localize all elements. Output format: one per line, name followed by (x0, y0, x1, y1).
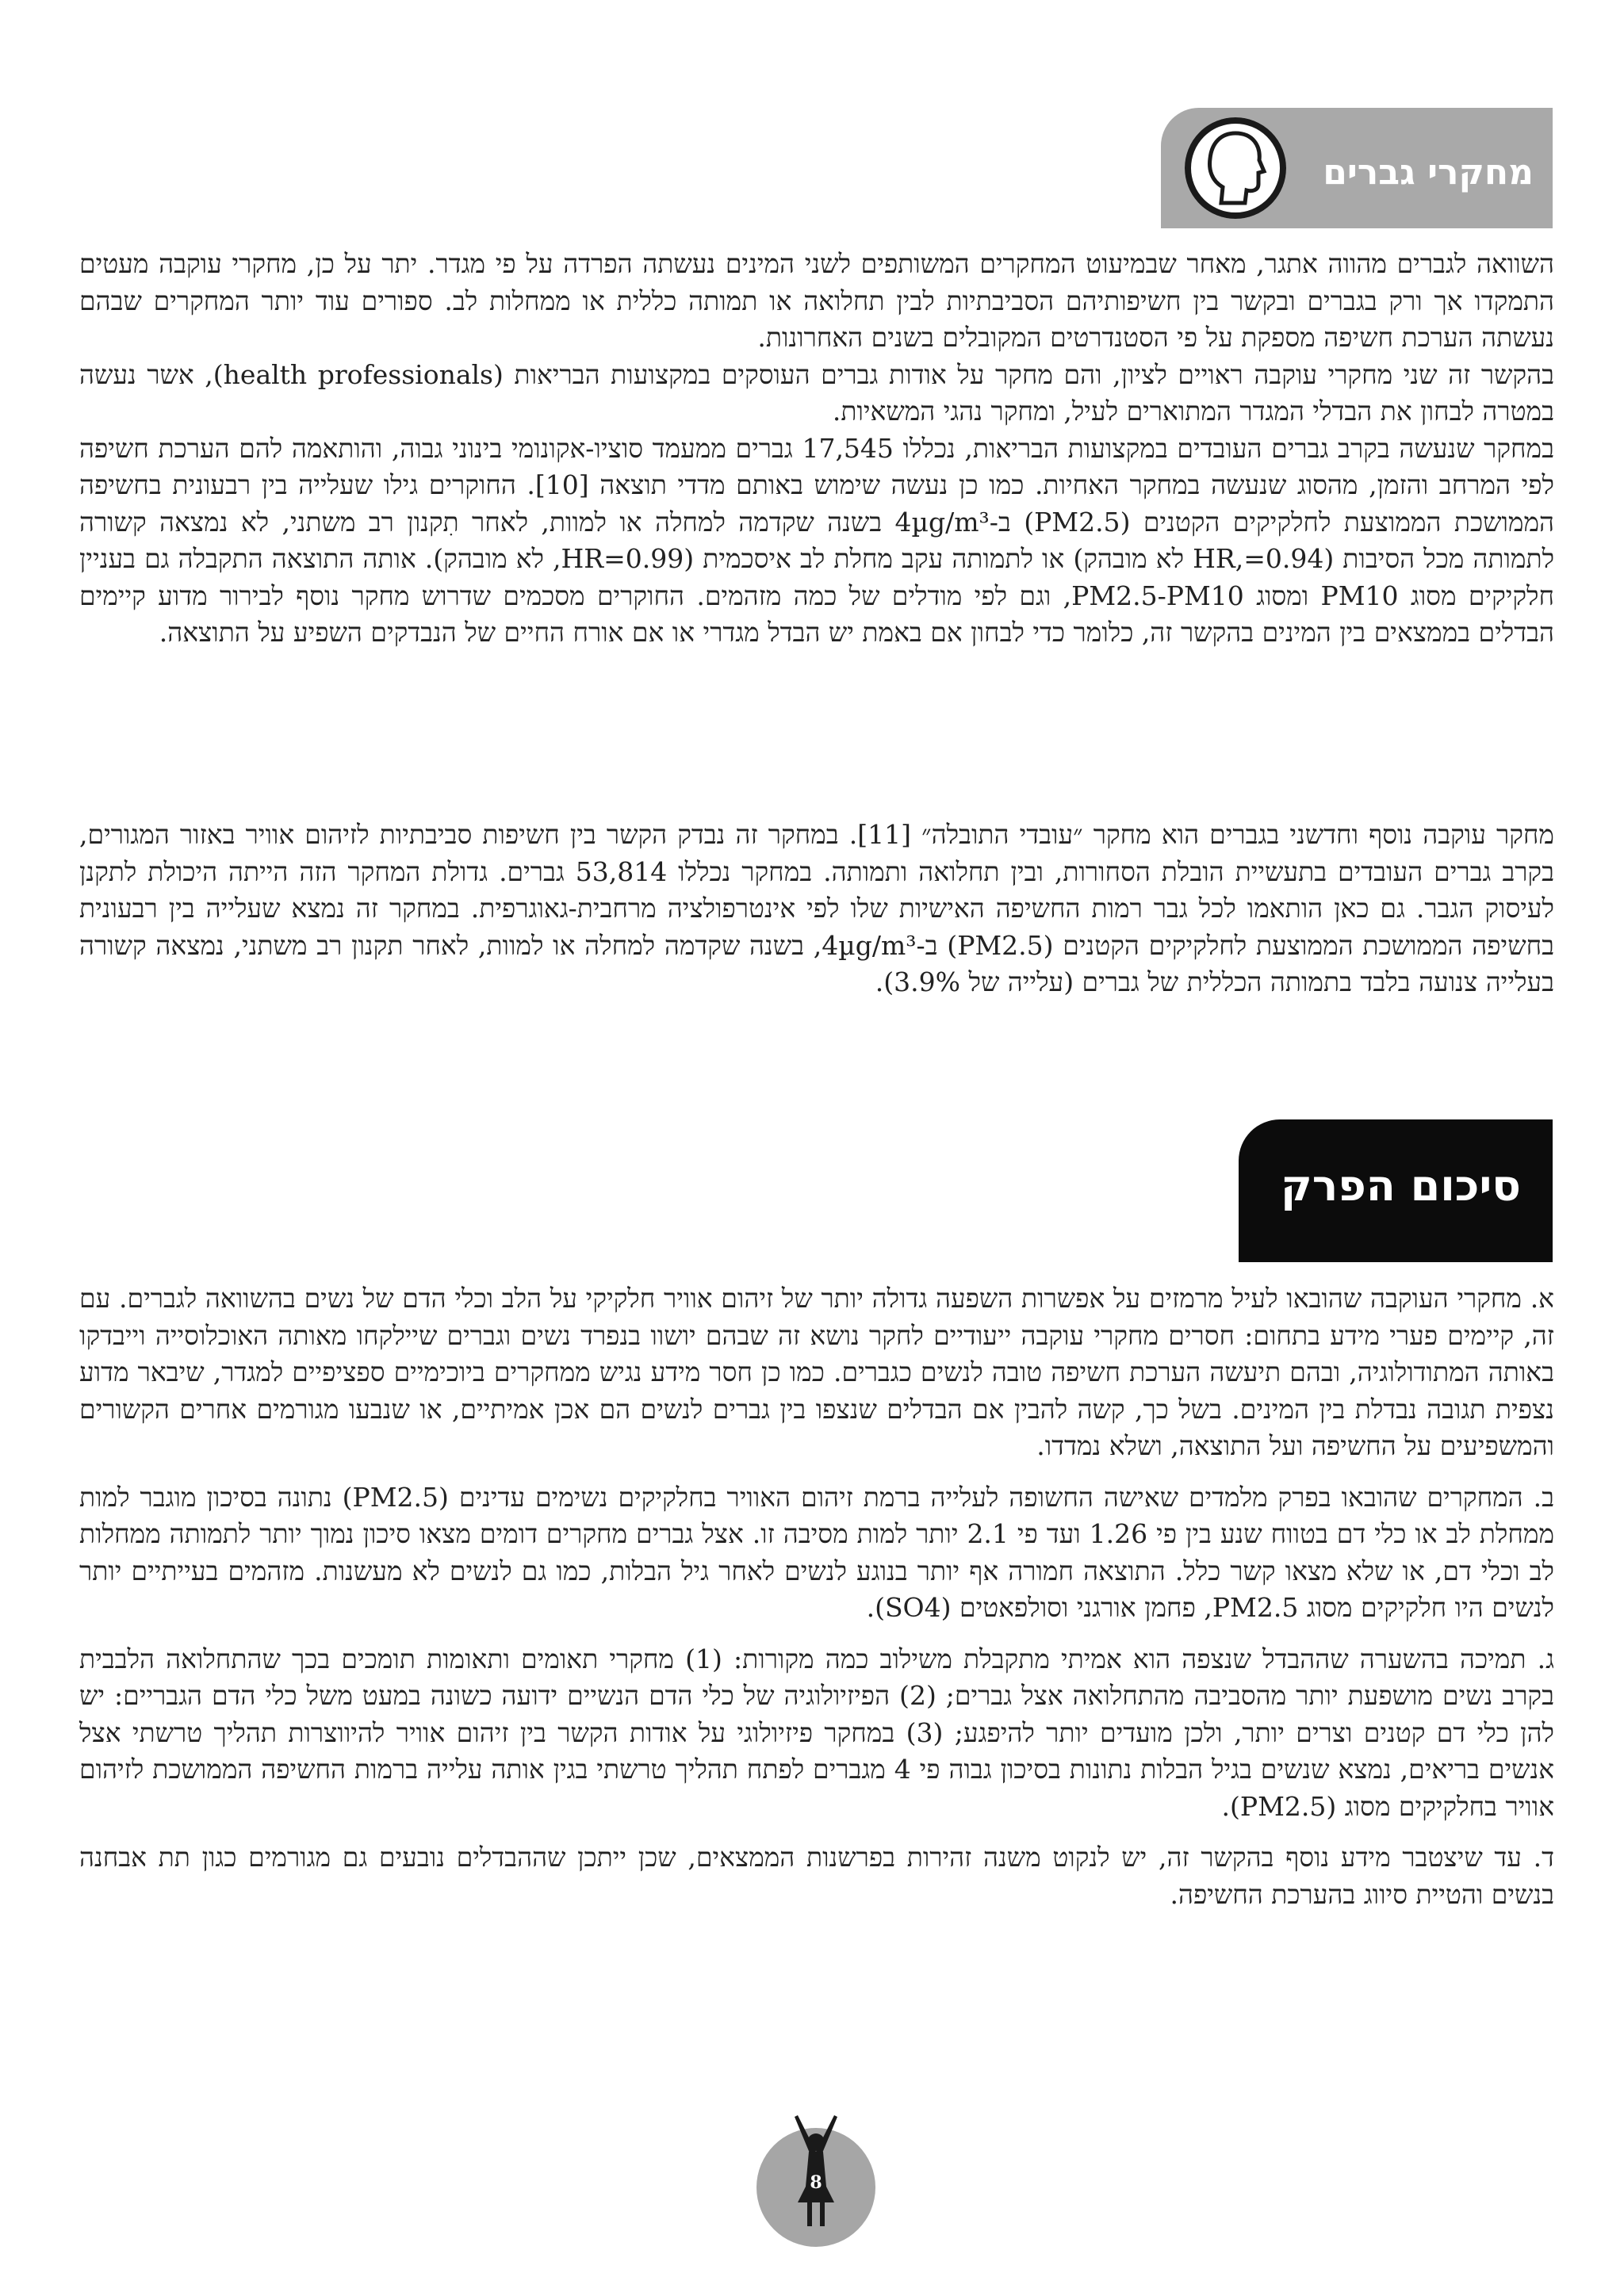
summary-item-a: א. מחקרי העוקבה שהובאו לעיל מרמזים על אפשרות השפעה גדולה יותר של זיהום אוויר חלקיקי על הלב וכלי הדם של נשים בהשוואה לגברים. עם זה, קיימים פערי מידע בתחום: חסרים מחקרי עוקבה ייעודיים לחקר נושא זה שבהם יושוו בנפרד נשים וגברים שיילקחו מאותה האוכלוסייה וייבדקו באותה המתודולוגיה, ובהם תיעשה הערכת חשיפה טובה לנשים כגברים. כמו כן חסר מידע נגיש ממחקרים ביוכימיים ספציפיים למגדר, שיבאר מדוע נצפית תגובה נבדלת בין המינים. בשל כך, קשה להבין אם הבדלים שנצפו בין גברים לנשים הם אכן אמיתיים, או שנבעו מגורמים אחרים הקשורים והמשפיעים על החשיפה ועל התוצאה, ושלא נמדדו. (79, 1283, 1554, 1461)
paragraph-trucking-study: מחקר עוקבה נוסף וחדשני בגברים הוא מחקר ״עובדי התובלה״ [11]. במחקר זה נבדק הקשר בין חשיפות סביבתיות לזיהום אוויר באזור המגורים, בקרב גברים העובדים בתעשיית הובלת הסחורות, ובין תחלואה ותמותה. במחקר נכללו 53,814 גברים. גדולת המחקר הזה הייתה היכולת לתקנן לעיסוק הגבר. גם כאן הותאמו לכל גבר רמות החשיפה האישיות שלו לפי אינטרפולציה מרחבית-גאוגרפית. במחקר זה נמצא שעלייה בין רבעונית בחשיפה הממושכת הממוצעת לחלקיקים הקטנים (PM2.5) ב-4µg/m³, בשנה שקדמה למחלה או למוות, לאחר תקנון רב משתני, נמצאה קשורה בעלייה צנועה בלבד בתמותה הכללית של גברים (עלייה של 3.9%). (79, 819, 1554, 997)
intro-section (79, 246, 1554, 652)
chapter-summary-heading-box (1239, 1119, 1553, 1262)
chapter-summary-title: סיכום הפרק (1280, 1161, 1521, 1211)
paragraph-two-cohorts: בהקשר זה שני מחקרי עוקבה ראויים לציון, והם מחקר על אודות גברים העוסקים במקצועות הבריאות (health professionals), אשר נעשה במטרה לבחון את הבדלי המגדר המתוארים לעיל, ומחקר נהגי המשאיות. (79, 358, 1554, 427)
summary-item-b: ב. המחקרים שהובאו בפרק מלמדים שאישה החשופה לעלייה ברמת זיהום האוויר בחלקיקים נשימים עדינים (PM2.5) נתונה בסיכון מוגבר למות ממחלת לב או כלי דם בטווח שנע בין פי 1.26 ועד פי 2.1 יותר למות מסיבה זו. אצל גברים מחקרים דומים מצאו סיכון נמוך יותר לתמותה ממחלות לב וכלי דם, או שלא מצאו קשר כלל. התוצאה חמורה אף יותר בנוגע לנשים לאחר גיל הבלות, כמו גם לנשים לא מעשנות. מזהמים בעייתיים יותר לנשים היו חלקיקים מסוג PM2.5, פחמן אורגני וסולפאטים (SO4). (79, 1481, 1554, 1623)
chapter-summary-section (79, 1280, 1554, 1927)
summary-item-c: ג. תמיכה בהשערה שההבדל שנצפה הוא אמיתי מתקבלת משילוב כמה מקורות: (1) מחקרי תאומים ותאומות תומכים בכך שהתחלואה הלבבית בקרב נשים מושפעת יותר מהסביבה מהתחלואה אצל גברים; (2) הפיזיולוגיה של כלי הדם הנשיים ידועה כשונה במעט משל כלי הדם הגבריים: יש להן כלי דם קטנים וצרים יותר, ולכן מועדים יותר להיפגע; (3) במחקר פיזיולוגי על אודות הקשר בין זיהום אוויר להיווצרות תהליך טרשתי אצל אנשים בריאים, נמצא שנשים בגיל הבלות נתונות בסיכון גבוה פי 4 מגברים לפתח תהליך טרשתי בגין אותה עלייה ברמות החשיפה הממושכת לזיהום אוויר בחלקיקים מסוג (PM2.5). (79, 1643, 1554, 1822)
page-number-badge (756, 2128, 875, 2247)
paragraph-gender-comparison: השוואה לגברים מהווה אתגר, מאחר שבמיעוט המחקרים המשותפים לשני המינים נעשתה הפרדה על פי מגדר. יתר על כן, מחקרי עוקבה מעטים התמקדו אך ורק בגברים ובקשר בין חשיפותיהם הסביבתיות לבין תחלואה או תמותה כללית או ממחלות לב. ספורים עוד יותר המחקרים שבהם נעשתה הערכת חשיפה מספקת על פי הסטנדרטים המקובלים בשנים האחרונות. (79, 248, 1554, 353)
paragraph-health-professionals: במחקר שנעשה בקרב גברים העובדים במקצועות הבריאות, נכללו 17,545 גברים ממעמד סוציו-אקונומי בינוני גבוה, והותאמה להם הערכת חשיפה לפי המרחב והזמן, מהסוג שנעשה במחקר האחיות. כמו כן נעשה שימוש באותם מדדי תוצאה [10]. החוקרים גילו שעלייה בין רבעונית בחשיפה הממושכת הממוצעת לחלקיקים הקטנים (PM2.5) ב-4µg/m³ בשנה שקדמה למחלה או למוות, לאחר תִקנון רב משתני, לא נמצאה קשורה לתמותה מכל הסיבות (HR,=0.94 לא מובהק) או לתמותה עקב מחלת לב איסכמית (HR=0.99, לא מובהק). אותה התוצאה התקבלה גם בעניין חלקיקים מסוג PM10 ומסוג PM2.5-PM10, וגם לפי מודלים של כמה מזהמים. החוקרים מסכמים שדרוש מחקר נוסף לבירור מדוע קיימים הבדלים בממצאים בין המינים בהקשר זה, כלומר כדי לבחון אם באמת יש הבדל מגדרי או אם אורח החיים של הנבדקים השפיע על התוצאה. (79, 432, 1555, 648)
woman-raising-arms-icon (756, 2107, 875, 2234)
section-header-tab (1161, 108, 1553, 228)
head-profile-icon (1185, 117, 1286, 219)
summary-item-d: ד. עד שיצטבר מידע נוסף בהקשר זה, יש לנקוט משנה זהירות בפרשנות הממצאים, שכן ייתכן שההבדלים נובעים גם מגורמים כגון תת אבחנה בנשים והטיית סיווג בהערכת החשיפה. (79, 1842, 1554, 1910)
page-number: 8 (810, 2172, 822, 2193)
section-title: מחקרי גברים (1323, 152, 1534, 193)
truckers-section (79, 817, 1554, 1001)
